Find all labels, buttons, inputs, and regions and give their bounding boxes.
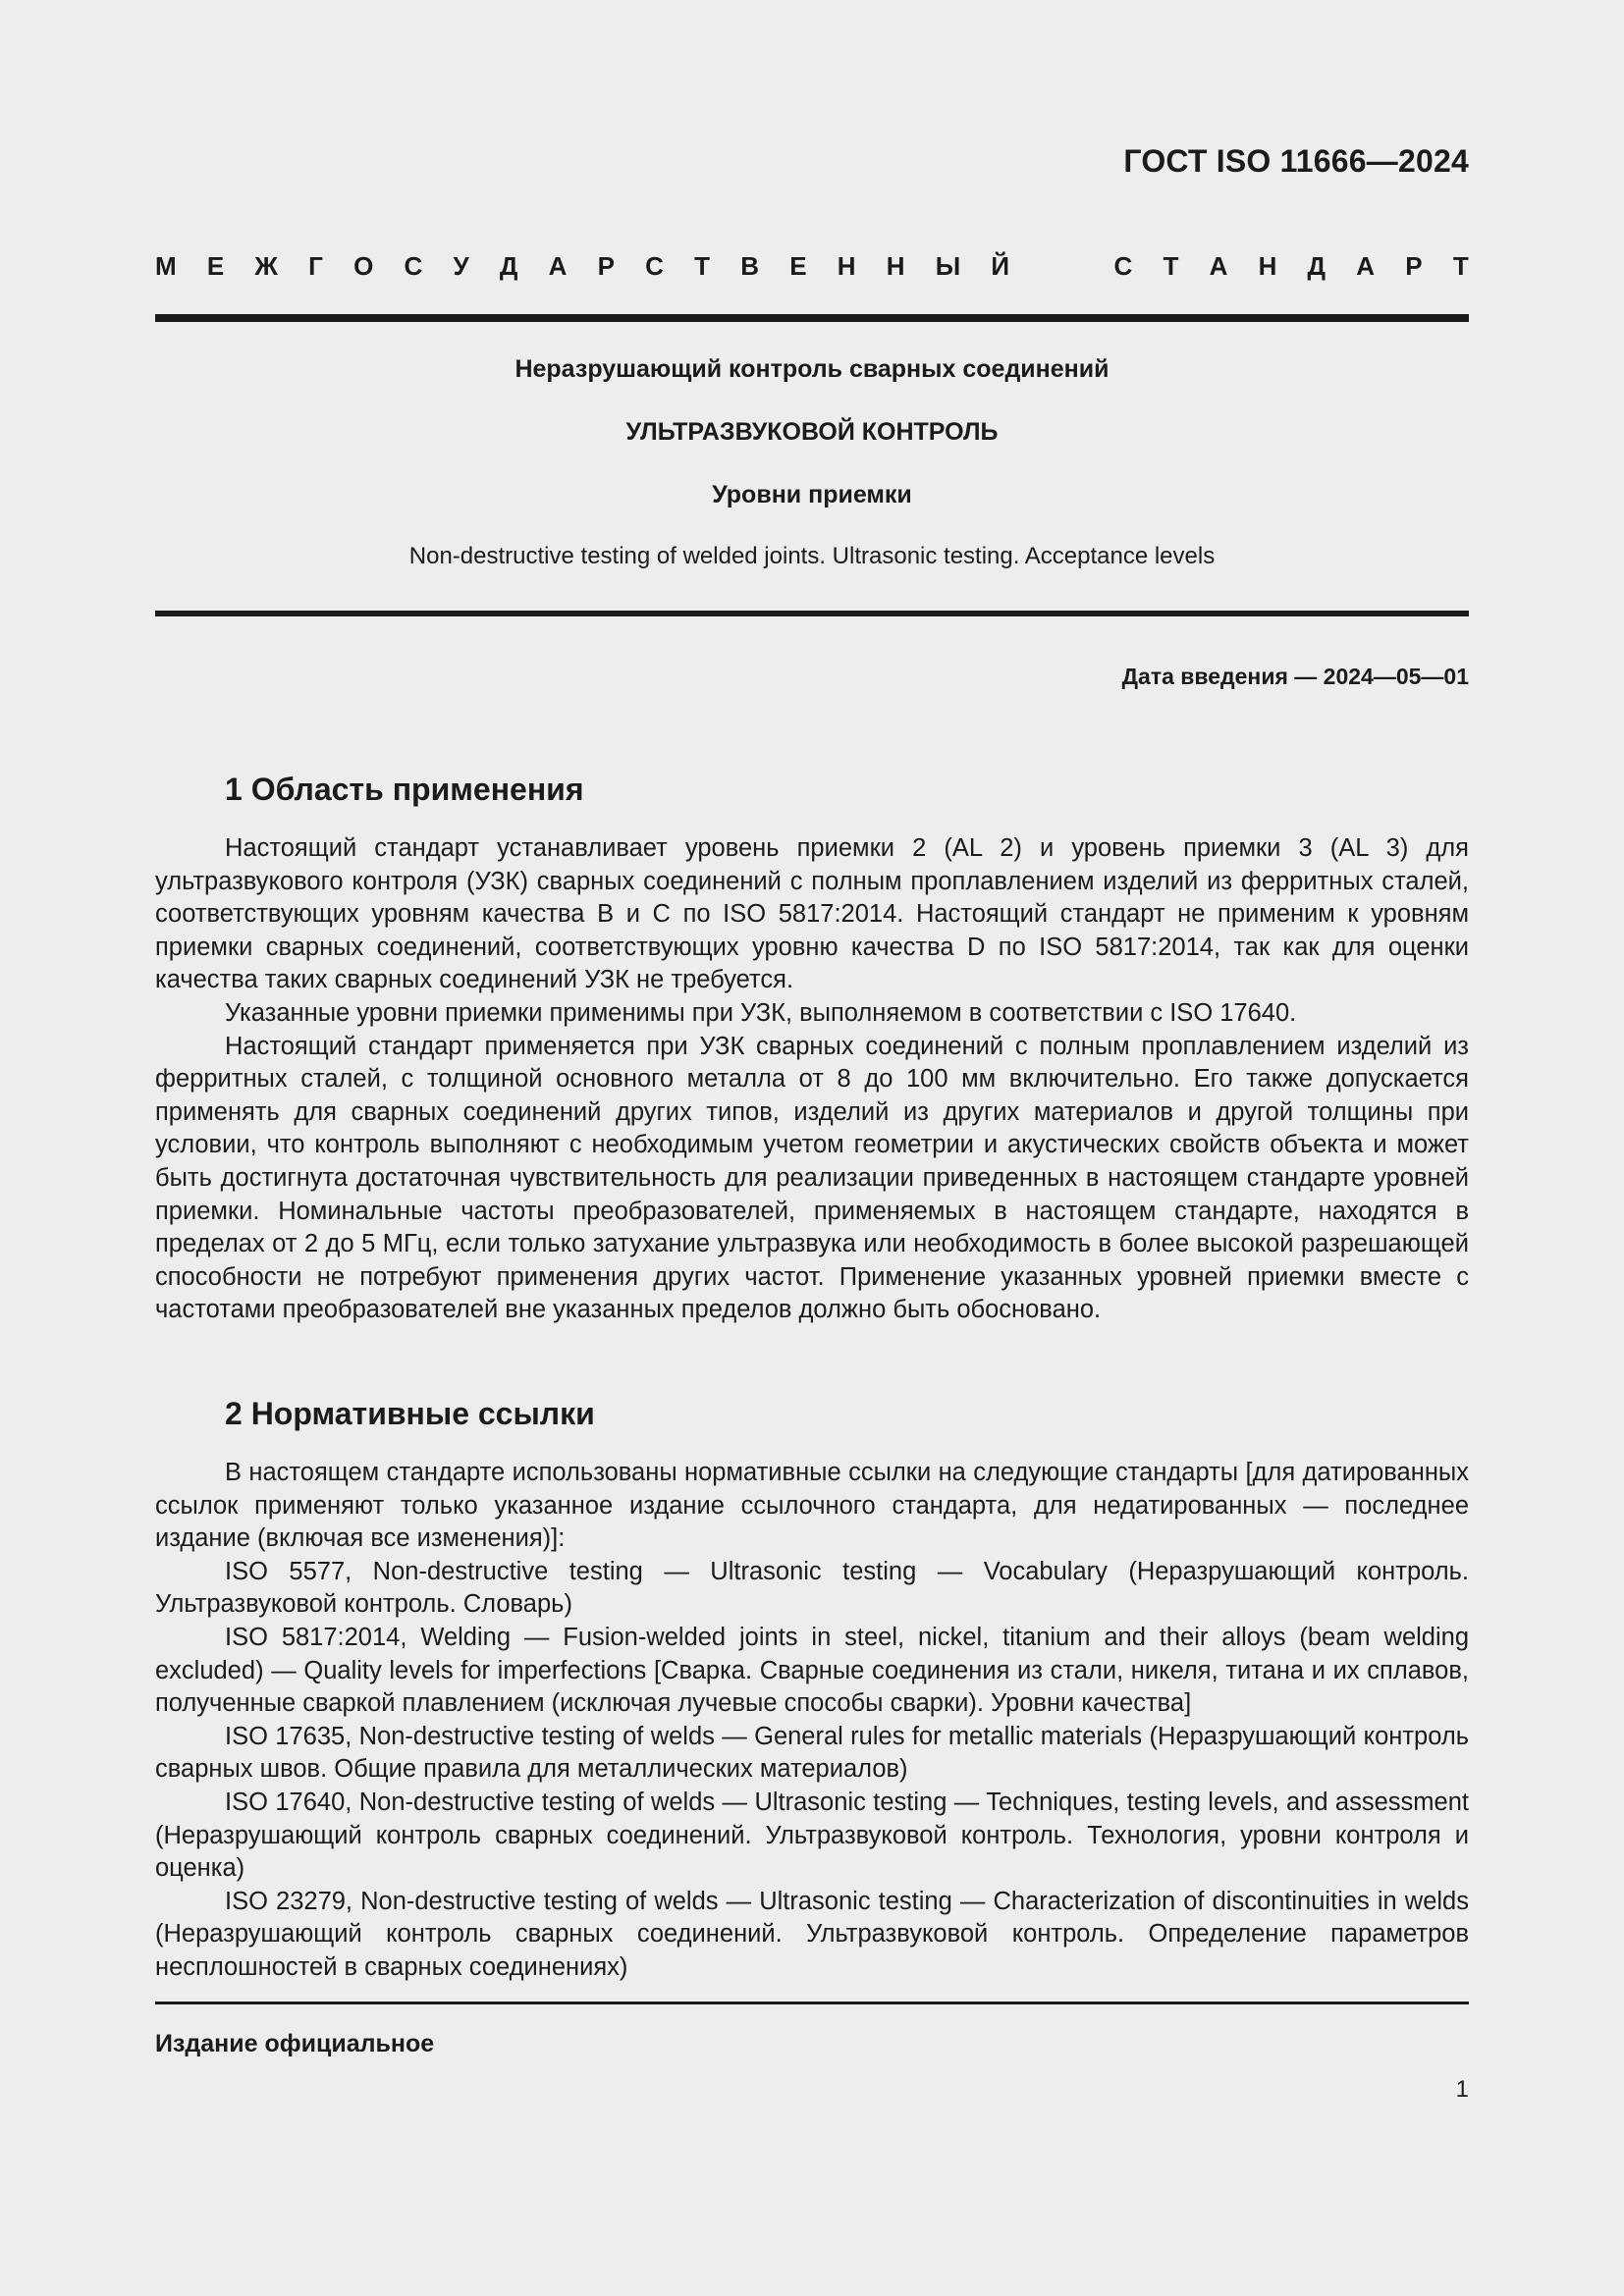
heading-letter: С	[404, 251, 423, 281]
title-divider	[155, 611, 1469, 616]
heading-letter: А	[1356, 251, 1376, 281]
heading-letter: Ж	[254, 251, 278, 281]
heading-letter: Е	[789, 251, 807, 281]
reference-item: ISO 17640, Non-destructive testing of welds — Ultrasonic testing — Techniques, testing levels, and assessment (Неразрушающий контроль сварных соединений. Ультразвуковой контроль. Технология, уровни контроля и оценка)	[155, 1788, 1469, 1883]
heading-letter: Т	[1452, 251, 1469, 281]
paragraph: Настоящий стандарт применяется при УЗК сварных соединений с полным проплавлением изделий из ферритных сталей, с толщиной основного металла от 8 до 100 мм включительно. Его также допускается применять для сварных соединений других типов, изделий из других материалов и другой толщины при условии, что контроль выполняют с необходимым учетом геометрии и акустических свойств объекта и может быть достигнута достаточная чувствительность для реализации приведенных в настоящем стандарте уровней приемки. Номинальные частоты преобразователей, применяемых в настоящем стандарте, находятся в пределах от 2 до 5 МГц, если только затухание ультразвука или необходимость в более высокой разрешающей способности не потребуют применения других частот. Применение указанных уровней приемки вместе с частотами преобразователей вне указанных пределов должно быть обосновано.	[155, 1032, 1469, 1324]
paragraph: Указанные уровни приемки применимы при УЗК, выполняемом в соответствии с ISO 17640.	[225, 998, 1297, 1027]
title-line-3: Уровни приемки	[712, 481, 912, 508]
section-1-title: 1 Область применения	[225, 772, 584, 807]
heading-letter: Н	[1258, 251, 1277, 281]
section-2-body	[155, 1457, 1469, 1985]
heading-letter: Й	[991, 251, 1010, 281]
page-number: 1	[1455, 2076, 1469, 2103]
heading-letter: Р	[597, 251, 615, 281]
reference-item: ISO 5577, Non-destructive testing — Ultrasonic testing — Vocabulary (Неразрушающий контроль. Ультразвуковой контроль. Словарь)	[155, 1557, 1469, 1619]
footer-divider	[155, 2002, 1469, 2004]
heading-letter: Д	[1307, 251, 1326, 281]
reference-item: ISO 5817:2014, Welding — Fusion-welded joints in steel, nickel, titanium and their alloys (beam welding excluded) — Quality levels for imperfections [Сварка. Сварные соединения из стали, никеля, титана и их сплавов, полученные сваркой плавлением (исключая лучевые способы сварки). Уровни качества]	[155, 1623, 1469, 1718]
heading-letter: Е	[206, 251, 225, 281]
heading-letter: Д	[499, 251, 518, 281]
heading-letter: А	[548, 251, 568, 281]
heading-letter: А	[1209, 251, 1228, 281]
standard-number: ГОСТ ISO 11666—2024	[1123, 143, 1469, 179]
heading-letter: Г	[308, 251, 323, 281]
title-line-1: Неразрушающий контроль сварных соединений	[514, 355, 1110, 383]
heading-letter: Т	[1163, 251, 1179, 281]
word-gap	[1040, 251, 1083, 282]
reference-item: ISO 23279, Non-destructive testing of welds — Ultrasonic testing — Characterization of discontinuities in welds (Неразрушающий контроль сварных соединений. Ультразвуковой контроль. Определение параметров несплошностей в сварных соединениях)	[155, 1887, 1469, 1981]
heading-letter: М	[155, 251, 177, 281]
introduction-date: Дата введения — 2024—05—01	[1121, 664, 1469, 689]
heading-letter: С	[645, 251, 664, 281]
heading-letter: О	[353, 251, 374, 281]
paragraph: В настоящем стандарте использованы нормативные ссылки на следующие стандарты [для датированных ссылок применяют только указанное издание ссылочного стандарта, для недатированных — последнее издание (включая все изменения)]:	[155, 1459, 1469, 1553]
heading-letter: С	[1113, 251, 1133, 281]
reference-item: ISO 17635, Non-destructive testing of welds — General rules for metallic materials (Неразрушающий контроль сварных швов. Общие правила для металлических материалов)	[155, 1722, 1469, 1784]
top-divider	[155, 314, 1469, 322]
official-edition-label: Издание официальное	[155, 2030, 435, 2057]
title-line-2: УЛЬТРАЗВУКОВОЙ КОНТРОЛЬ	[625, 418, 999, 446]
english-title: Non-destructive testing of welded joints. Ultrasonic testing. Acceptance levels	[408, 543, 1216, 569]
section-1-body	[155, 832, 1469, 1327]
interstate-standard-heading	[155, 251, 1469, 282]
heading-letter: В	[740, 251, 760, 281]
heading-letter: Ы	[935, 251, 961, 281]
heading-letter: Н	[886, 251, 905, 281]
heading-letter: Р	[1405, 251, 1423, 281]
heading-letter: Н	[837, 251, 856, 281]
heading-letter: У	[453, 251, 469, 281]
section-2-title: 2 Нормативные ссылки	[225, 1396, 595, 1431]
heading-letter: Т	[694, 251, 711, 281]
paragraph: Настоящий стандарт устанавливает уровень приемки 2 (AL 2) и уровень приемки 3 (AL 3) для ультразвукового контроля (УЗК) сварных соединений с полным проплавлением изделий из ферритных сталей, соответствующих уровням качества B и C по ISO 5817:2014. Настоящий стандарт не применим к уровням приемки сварных соединений, соответствующих уровню качества D по ISO 5817:2014, так как для оценки качества таких сварных соединений УЗК не требуется.	[155, 834, 1469, 994]
